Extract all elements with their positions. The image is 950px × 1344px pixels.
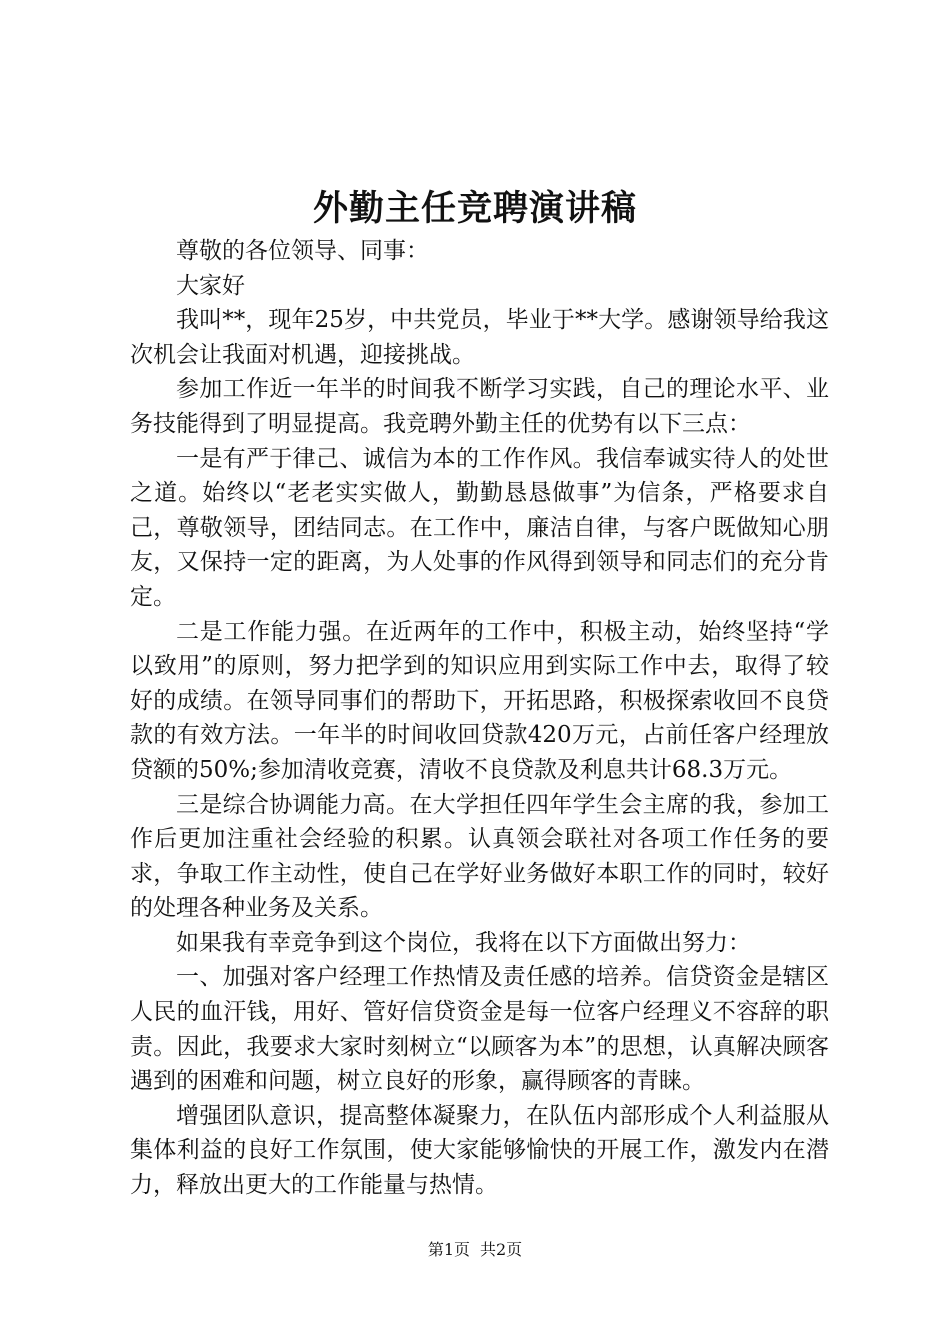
paragraph-experience: 参加工作近一年半的时间我不断学习实践，自己的理论水平、业务技能得到了明显提高。我竞聘外勤主任的优势有以下三点：: [130, 376, 829, 437]
paragraph-plan-intro: 如果我有幸竞争到这个岗位，我将在以下方面做出努力：: [176, 929, 751, 956]
salutation: 尊敬的各位领导、同事：: [176, 238, 429, 264]
document-title: 外勤主任竞聘演讲稿: [312, 189, 637, 229]
paragraph-strength-2: 二是工作能力强。在近两年的工作中，积极主动，始终坚持“学以致用”的原则，努力把学到的知识应用到实际工作中去，取得了较好的成绩。在领导同事们的帮助下，开拓思路，积极探索收回不良贷款的有效方法。一年半的时间收回贷款420万元，占前任客户经理放贷额的50%;参加清收竞赛，清收不良贷款及利息共计68.3万元。: [130, 618, 829, 783]
document-body: [130, 234, 829, 1203]
page-number: 第1页: [427, 1240, 470, 1259]
greeting: 大家好: [176, 272, 245, 299]
paragraph-strength-3: 三是综合协调能力高。在大学担任四年学生会主席的我，参加工作后更加注重社会经验的积累。认真领会联社对各项工作任务的要求，争取工作主动性，使自己在学好业务做好本职工作的同时，较好的处理各种业务及关系。: [130, 791, 829, 922]
paragraph-plan-2: 增强团队意识，提高整体凝聚力，在队伍内部形成个人利益服从集体利益的良好工作氛围，使大家能够愉快的开展工作，激发内在潜力，释放出更大的工作能量与热情。: [130, 1102, 829, 1199]
paragraph-plan-1: 一、加强对客户经理工作热情及责任感的培养。信贷资金是辖区人民的血汗钱，用好、管好信贷资金是每一位客户经理义不容辞的职责。因此，我要求大家时刻树立“以顾客为本”的思想，认真解决顾客遇到的困难和问题，树立良好的形象，赢得顾客的青睐。: [130, 964, 829, 1095]
paragraph-intro: 我叫**，现年25岁，中共党员，毕业于**大学。感谢领导给我这次机会让我面对机遇，迎接挑战。: [130, 307, 829, 368]
page-total: 共2页: [480, 1240, 523, 1259]
page-footer: [0, 1238, 950, 1262]
paragraph-strength-1: 一是有严于律己、诚信为本的工作作风。我信奉诚实待人的处世之道。始终以“老老实实做人，勤勤恳恳做事”为信条，严格要求自己，尊敬领导，团结同志。在工作中，廉洁自律，与客户既做知心朋友，又保持一定的距离，为人处事的作风得到领导和同志们的充分肯定。: [130, 445, 829, 610]
